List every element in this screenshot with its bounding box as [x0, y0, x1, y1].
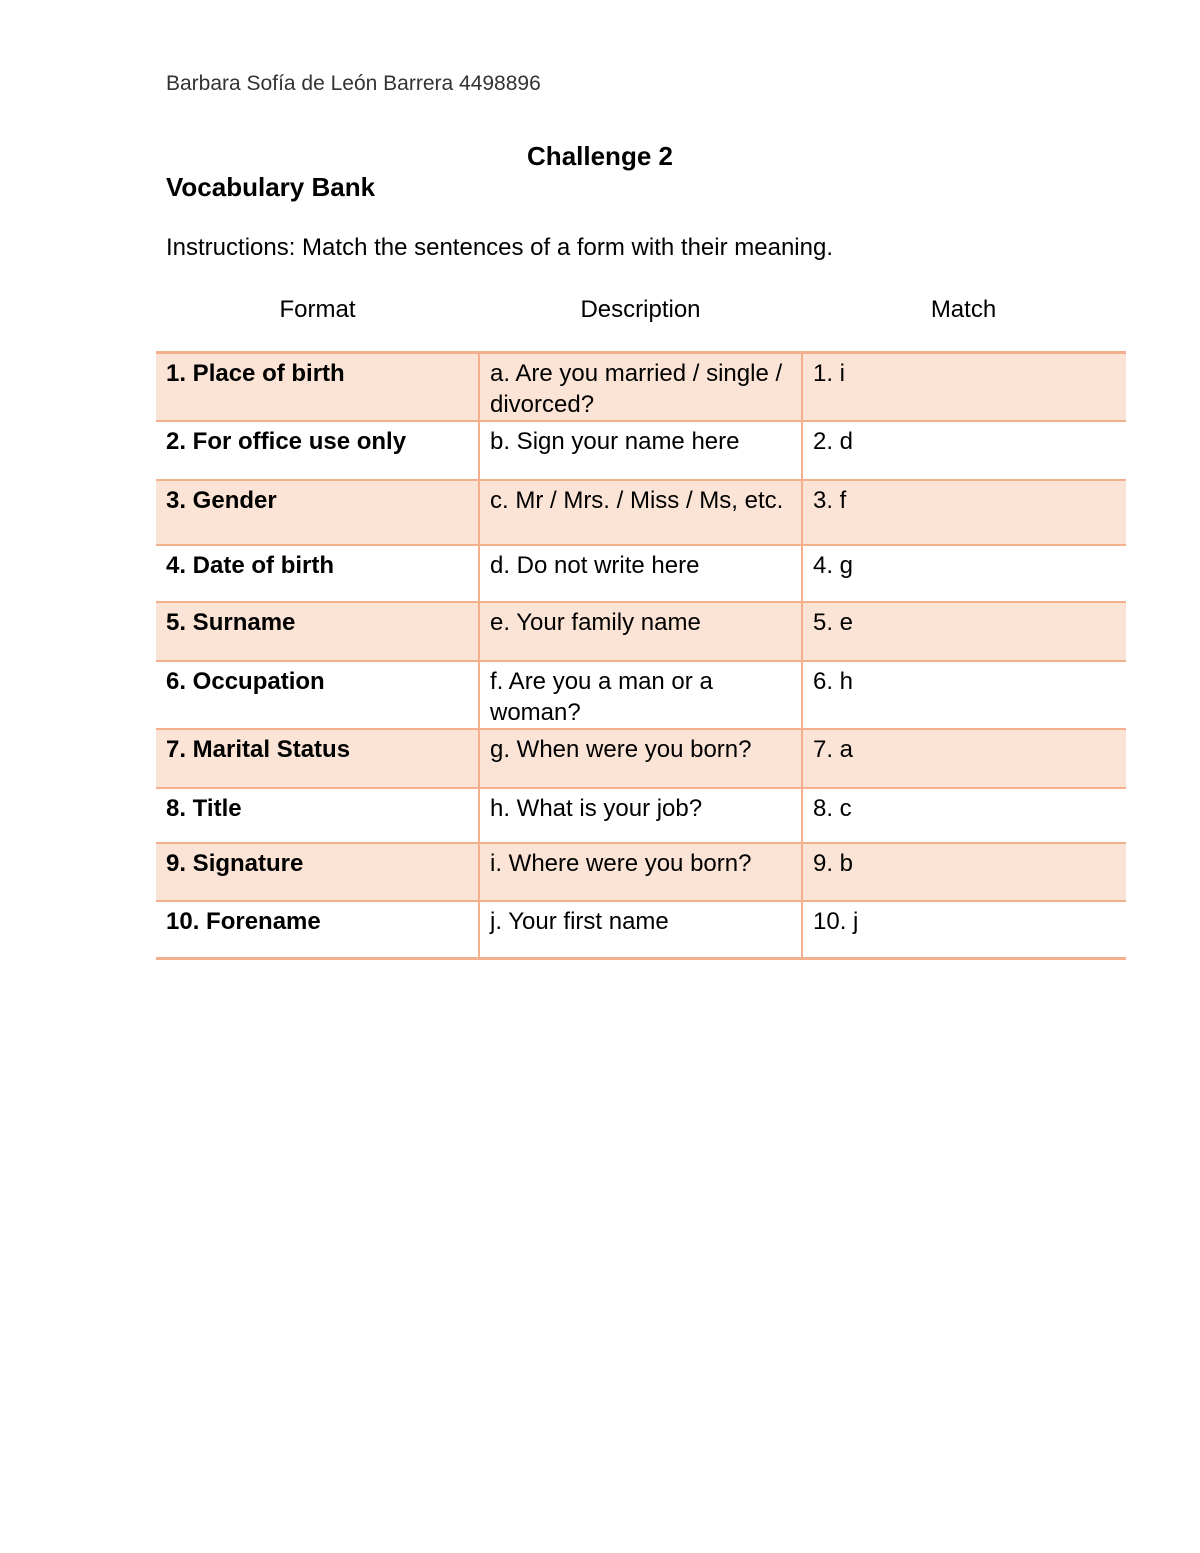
table-row: [156, 480, 1126, 545]
description-cell: a. Are you married / single / divorced?: [479, 353, 802, 422]
match-cell: 1. i: [802, 353, 1126, 422]
table-row: [156, 353, 1126, 422]
instructions-text: Instructions: Match the sentences of a form with their meaning.: [166, 234, 833, 261]
match-cell: 4. g: [802, 545, 1126, 602]
format-cell: 9. Signature: [156, 843, 479, 901]
format-cell: 2. For office use only: [156, 421, 479, 480]
description-cell: c. Mr / Mrs. / Miss / Ms, etc.: [479, 480, 802, 545]
format-cell: 8. Title: [156, 788, 479, 843]
table-row: [156, 788, 1126, 843]
table-row: [156, 545, 1126, 602]
table-row: [156, 843, 1126, 901]
match-cell: 7. a: [802, 729, 1126, 788]
table-row: [156, 602, 1126, 661]
description-cell: d. Do not write here: [479, 545, 802, 602]
description-cell: i. Where were you born?: [479, 843, 802, 901]
description-cell: b. Sign your name here: [479, 421, 802, 480]
description-cell: g. When were you born?: [479, 729, 802, 788]
column-header-description: Description: [580, 296, 701, 323]
column-header-match: Match: [930, 296, 997, 323]
column-header-format: Format: [279, 296, 356, 323]
format-cell: 7. Marital Status: [156, 729, 479, 788]
description-cell: h. What is your job?: [479, 788, 802, 843]
format-cell: 3. Gender: [156, 480, 479, 545]
match-cell: 3. f: [802, 480, 1126, 545]
format-cell: 1. Place of birth: [156, 353, 479, 422]
description-cell: e. Your family name: [479, 602, 802, 661]
document-subtitle: Vocabulary Bank: [166, 172, 376, 202]
document-title: Challenge 2: [527, 141, 673, 171]
format-cell: 5. Surname: [156, 602, 479, 661]
author-header: Barbara Sofía de León Barrera 4498896: [166, 72, 541, 95]
table-row: [156, 661, 1126, 729]
description-cell: j. Your first name: [479, 901, 802, 958]
table-row: [156, 421, 1126, 480]
description-cell: f. Are you a man or a woman?: [479, 661, 802, 729]
match-cell: 8. c: [802, 788, 1126, 843]
match-cell: 5. e: [802, 602, 1126, 661]
match-cell: 6. h: [802, 661, 1126, 729]
format-cell: 10. Forename: [156, 901, 479, 958]
table-row: [156, 729, 1126, 788]
vocabulary-table: [156, 351, 1126, 960]
match-cell: 2. d: [802, 421, 1126, 480]
match-cell: 9. b: [802, 843, 1126, 901]
table-row: [156, 901, 1126, 958]
match-cell: 10. j: [802, 901, 1126, 958]
format-cell: 4. Date of birth: [156, 545, 479, 602]
format-cell: 6. Occupation: [156, 661, 479, 729]
